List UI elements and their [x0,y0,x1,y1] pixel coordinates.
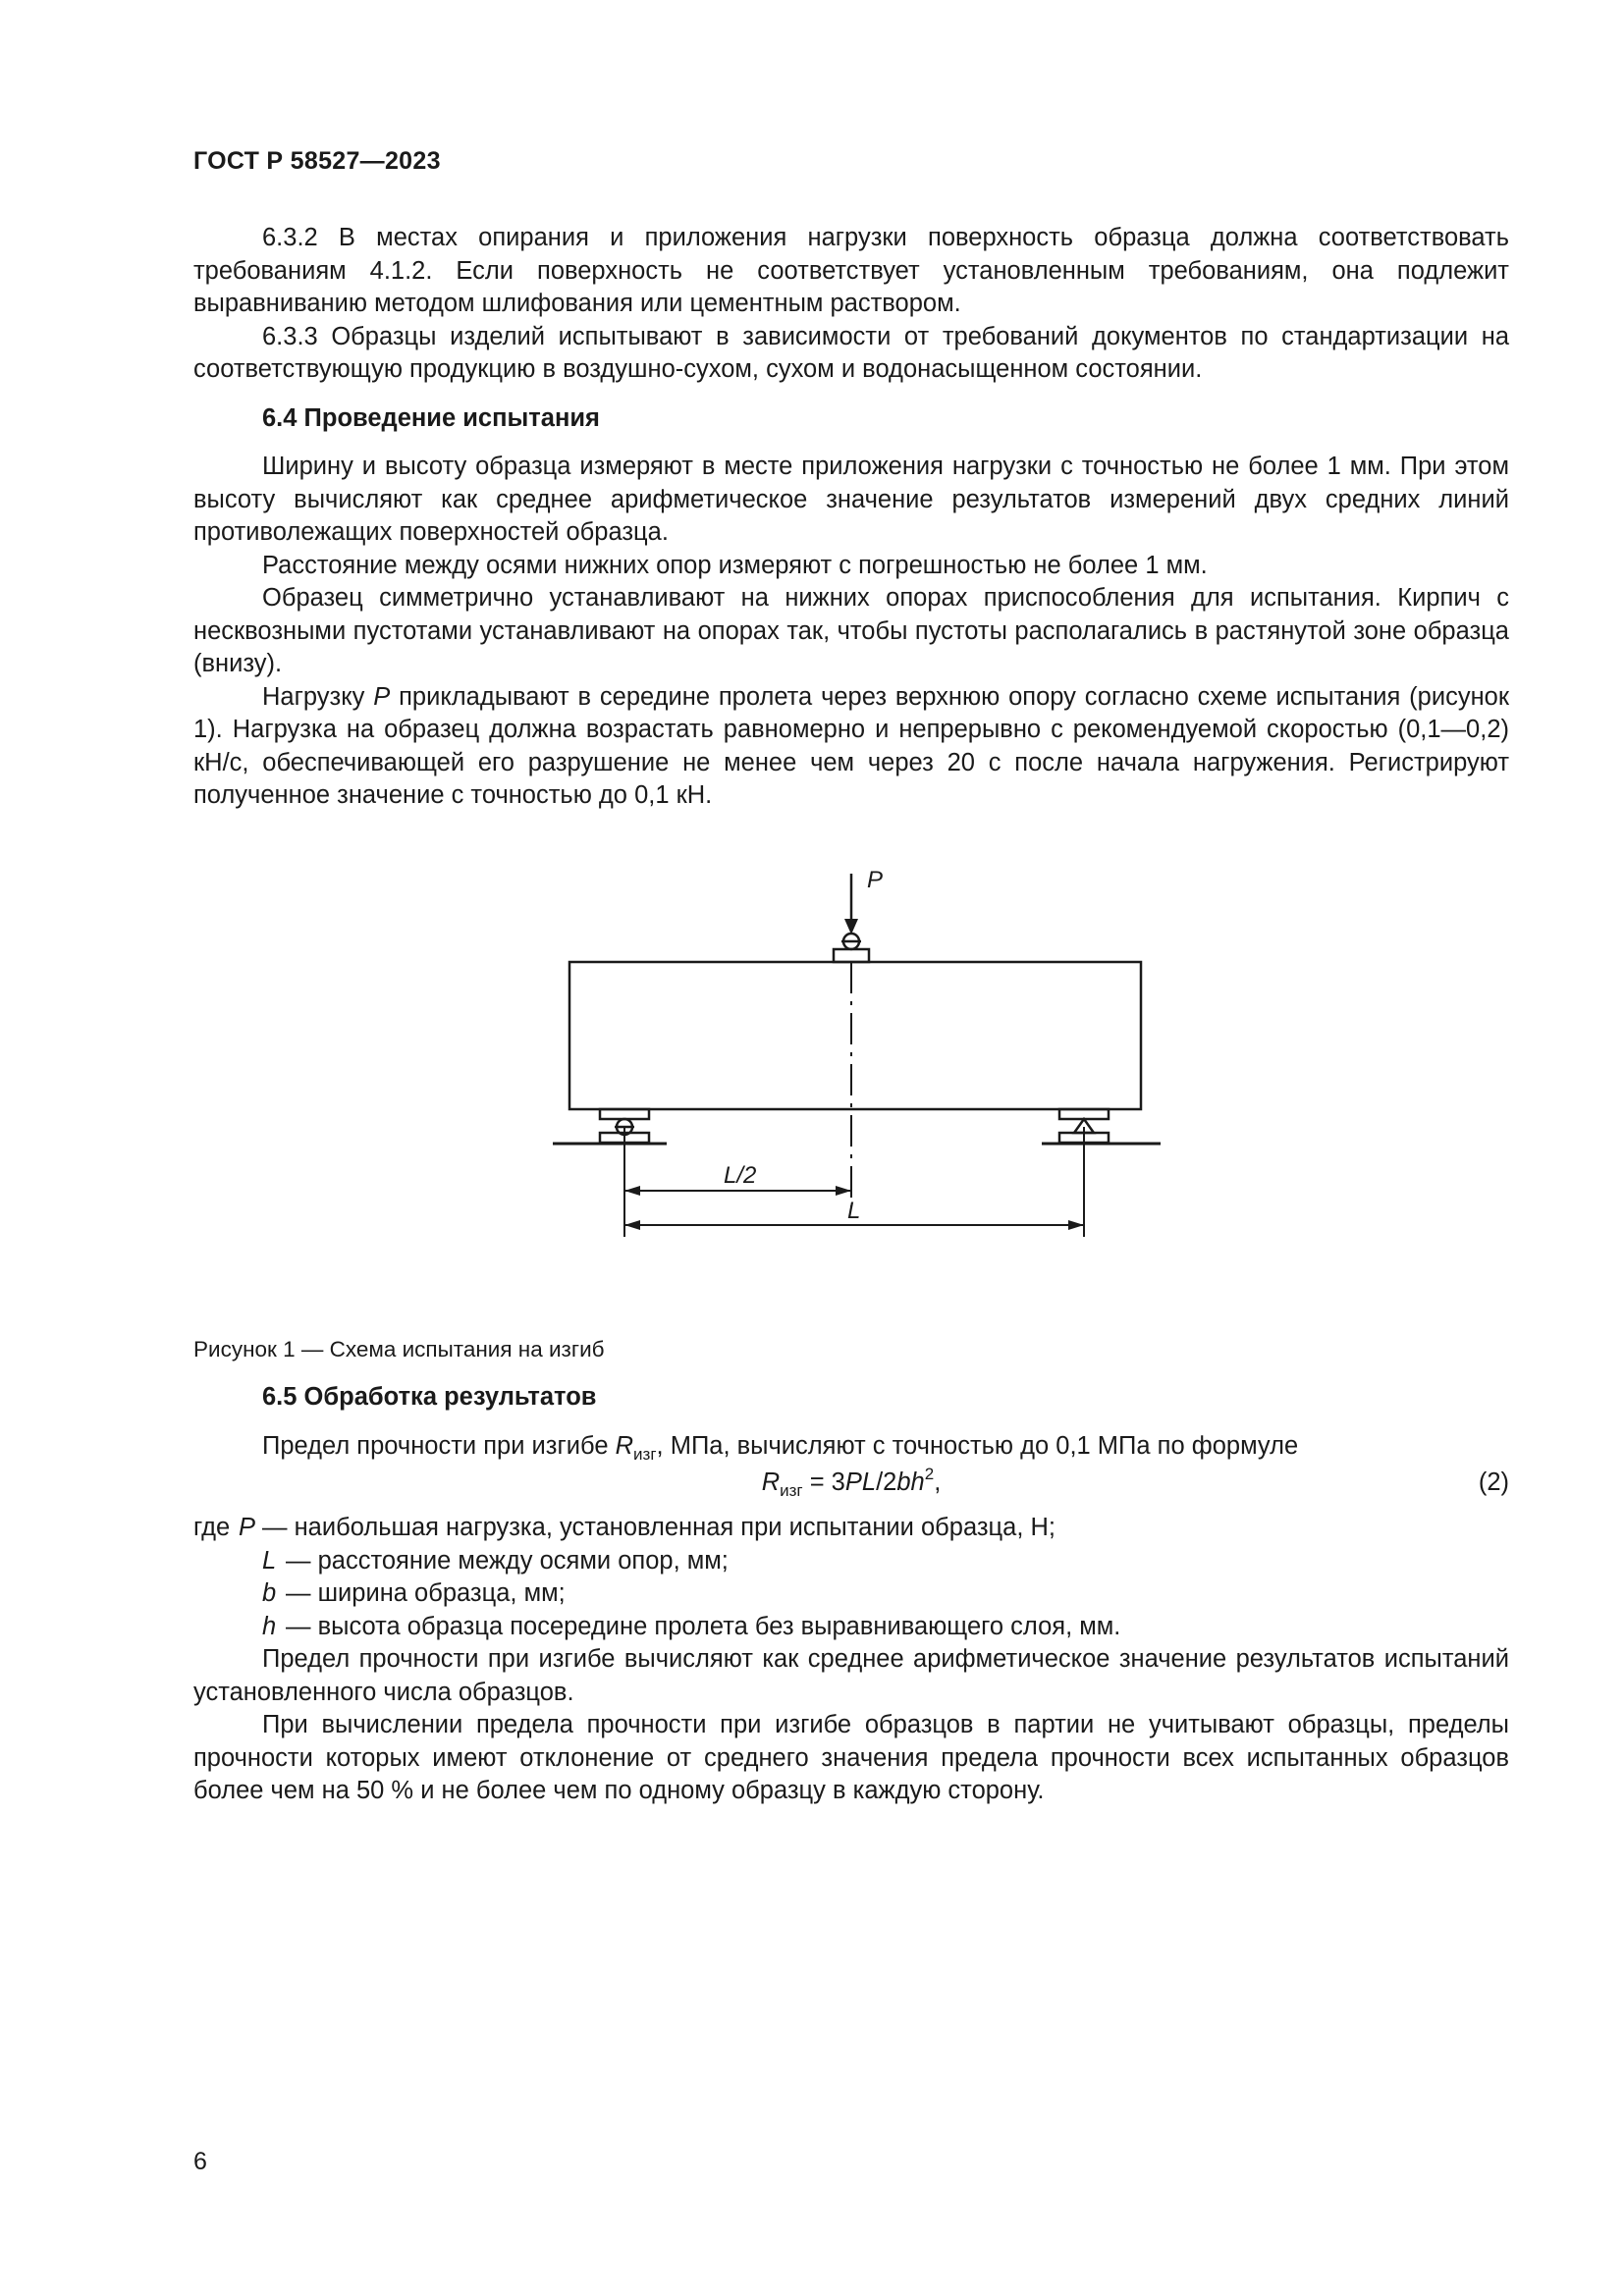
document-body [193,222,1509,1808]
subscript-izg: изг [633,1444,657,1464]
figure-bending-scheme [193,832,1509,1333]
definition-row [193,1545,1509,1578]
left-support-plate-top [600,1109,649,1119]
paragraph-6-3-3: 6.3.3 Образцы изделий испытывают в зависимости от требований документов по стандартизации на соответствующую продукцию в воздушно-сухом, сухом и водонасыщенном состоянии. [193,322,1509,383]
section-6-4-title: 6.4 Проведение испытания [262,403,600,432]
formula-pl: PL [844,1468,877,1496]
definition-row [193,1512,1509,1545]
half-span-label: L/2 [724,1161,757,1189]
definition-text: — наибольшая нагрузка, установленная при испытании образца, Н; [262,1514,1056,1541]
variable-r: R [615,1431,634,1460]
formula-exp: 2 [924,1465,935,1483]
formula-div: /2 [876,1468,897,1496]
text-span: прикладывают в середине пролета через верхнюю опору согласно схеме испытания (рисунок 1). Нагрузка на образец должна возрастать равномерно и непрерывно с рекомендуемой скоростью (0,1—0,2) кН/с, обеспечивающей его разрушение не менее чем через 20 с после начала нагружения. Регистрируют полученное значение с точностью до 0,1 кН. [193,682,1509,809]
paragraph-6-5-after-1: Предел прочности при изгибе вычисляют как среднее арифметическое значение результатов испытаний установленного числа образцов. [193,1645,1509,1706]
section-6-5-title: 6.5 Обработка результатов [262,1383,597,1411]
load-arrow-head [844,919,858,934]
formula-sub: изг [780,1481,803,1500]
definition-symbol: b [262,1579,277,1607]
definition-symbol: P [239,1514,256,1541]
paragraph-6-5-after-2: При вычислении предела прочности при изгибе образцов в партии не учитывают образцы, пределы прочности которых имеют отклонение от среднего значения предела прочности всех испытанных образцов более чем на 50 % и не более чем по одному образцу в каждую сторону. [193,1711,1509,1804]
formula-var-r: R [761,1468,781,1496]
definition-symbol: L [262,1546,277,1575]
span-arrow-right [1068,1220,1084,1230]
formula-comma: , [934,1468,942,1496]
specimen-body [569,962,1141,1109]
page-number: 6 [193,2148,207,2175]
text-span: Предел прочности при изгибе [262,1431,616,1460]
definition-text: — ширина образца, мм; [286,1579,566,1607]
text-span: Нагрузку [262,682,374,711]
variable-definitions [193,1512,1509,1643]
paragraph-6-4-2: Расстояние между осями нижних опор измеряют с погрешностью не более 1 мм. [262,551,1208,579]
bending-diagram [193,832,1509,1333]
formula-bh: bh [896,1468,925,1496]
definition-symbol: h [262,1612,277,1640]
formula-eq: = 3 [802,1468,845,1496]
definition-text: — высота образца посередине пролета без выравнивающего слоя, мм. [286,1612,1121,1640]
definition-row [193,1611,1509,1644]
paragraph-6-4-4 [193,681,1509,813]
span-arrow-left [624,1220,640,1230]
paragraph-6-4-1: Ширину и высоту образца измеряют в месте приложения нагрузки с точностью не более 1 мм. При этом высоту вычисляют как среднее арифметическое значение результатов измерений двух средних линий противолежащих поверхностей образца. [193,453,1509,546]
formula-2 [193,1467,1509,1500]
top-bearing-plate [834,949,869,962]
definition-row [193,1577,1509,1611]
load-label: P [867,866,884,893]
half-span-arrow-left [624,1186,640,1196]
variable-p: P [373,682,391,711]
span-label: L [847,1197,861,1224]
formula-row [193,1467,1509,1502]
where-word: где [193,1514,231,1541]
paragraph-6-3-2: 6.3.2 В местах опирания и приложения нагрузки поверхность образца должна соответствовать требованиям 4.1.2. Если поверхность не соответствует установленным требованиям, она подлежит выравниванию методом шлифования или цементным раствором. [193,224,1509,317]
equation-number: (2) [1478,1468,1509,1496]
definition-text: — расстояние между осями опор, мм; [286,1546,729,1575]
figure-caption: Рисунок 1 — Схема испытания на изгиб [193,1336,605,1362]
document-header: ГОСТ Р 58527—2023 [193,147,441,175]
paragraph-6-5-intro [193,1430,1509,1464]
paragraph-6-4-3: Образец симметрично устанавливают на нижних опорах приспособления для испытания. Кирпич с несквозными пустотами устанавливают на опорах так, чтобы пустоты располагались в растянутой зоне образца (внизу). [193,584,1509,677]
half-span-arrow-right [836,1186,851,1196]
text-span: , МПа, вычисляют с точностью до 0,1 МПа по формуле [656,1431,1299,1460]
